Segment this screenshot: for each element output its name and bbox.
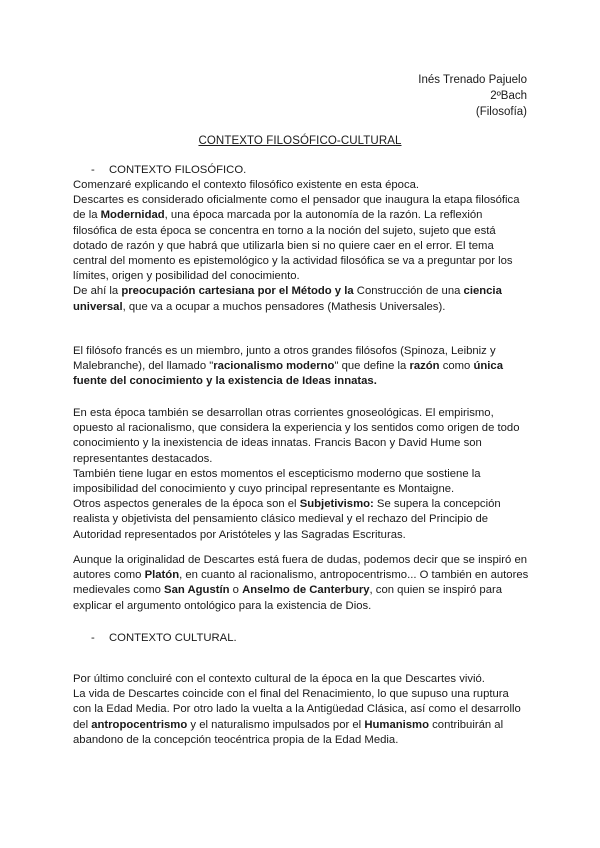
intro-block: [73, 178, 529, 315]
paragraph-modernidad: Descartes es considerado oficialmente como el pensador que inaugura la etapa filosófica de la Modernidad, una época marcada por la autonomía de la razón. La reflexión filosófica de esta época se concentra en torno a la noción del sujeto, sujeto que está dotado de razón y que habrá que utilizarla bien si no quiere caer en el error. El tema central del momento es epistemológico y la actividad filosófica se va a preguntar por los límites, origen y posibilidad del conocimiento.: [73, 194, 520, 283]
paragraph-subjetivismo: Otros aspectos generales de la época son el Subjetivismo: Se supera la concepción realista y objetivista del pensamiento clásico medieval y el rechazo del Principio de Autoridad representados por Aristóteles y las Sagradas Escrituras.: [73, 498, 501, 541]
author-block: [418, 72, 527, 120]
paragraph-metodo: De ahí la preocupación cartesiana por el Método y la Construcción de una ciencia universal, que va a ocupar a muchos pensadores (Mathesis Universales).: [73, 285, 502, 313]
currents-block: [73, 406, 529, 543]
author-name: Inés Trenado Pajuelo: [418, 74, 527, 86]
paragraph-conclusion: Por último concluiré con el contexto cultural de la época en la que Descartes vivió.: [73, 673, 485, 685]
paragraph-empirismo: En esta época también se desarrollan otras corrientes gnoseológicas. El empirismo, opuesto al racionalismo, que considera la experiencia y los sentidos como origen de todo conocimiento y la inexistencia de ideas innatas. Francis Bacon y David Hume son representantes destacados.: [73, 407, 520, 465]
author-subject: (Filosofía): [475, 106, 527, 118]
document-title: CONTEXTO FILOSÓFICO-CULTURAL: [198, 135, 402, 147]
bullet-dash: -: [91, 164, 95, 176]
author-course: 2ºBach: [490, 90, 527, 102]
paragraph-influencias: Aunque la originalidad de Descartes está fuera de dudas, podemos decir que se inspiró en autores como Platón, en cuanto al racionalismo, antropocentrismo... O también en autores medievales como San Agustín o Anselmo de Canterbury, con quien se inspiró para explicar el argumento ontológico para la existencia de Dios.: [73, 554, 529, 612]
section-heading-philosophical: [91, 163, 246, 178]
section-heading-cultural: [91, 631, 237, 646]
paragraph-intro: Comenzaré explicando el contexto filosófico existente en esta época.: [73, 179, 420, 191]
section-heading-text: CONTEXTO CULTURAL.: [109, 632, 237, 644]
paragraph-escepticismo: También tiene lugar en estos momentos el escepticismo moderno que sostiene la imposibilidad del conocimiento y cuyo principal representante es Montaigne.: [73, 467, 481, 496]
section-heading-text: CONTEXTO FILOSÓFICO.: [109, 164, 247, 176]
cultural-block: [73, 672, 529, 748]
bullet-dash: -: [91, 632, 95, 644]
paragraph-renacimiento: La vida de Descartes coincide con el final del Renacimiento, lo que supuso una ruptura con la Edad Media. Por otro lado la vuelta a la Antigüedad Clásica, así como el desarrollo del antropocentrismo y el naturalismo impulsados por el Humanismo contribuirán al abandono de la concepción teocéntrica propia de la Edad Media.: [73, 688, 521, 746]
paragraph-racionalismo: El filósofo francés es un miembro, junto a otros grandes filósofos (Spinoza, Leibniz y Malebranche), del llamado "racionalismo moderno" que define la razón como única fuente del conocimiento y la existencia de Ideas innatas.: [73, 345, 503, 388]
